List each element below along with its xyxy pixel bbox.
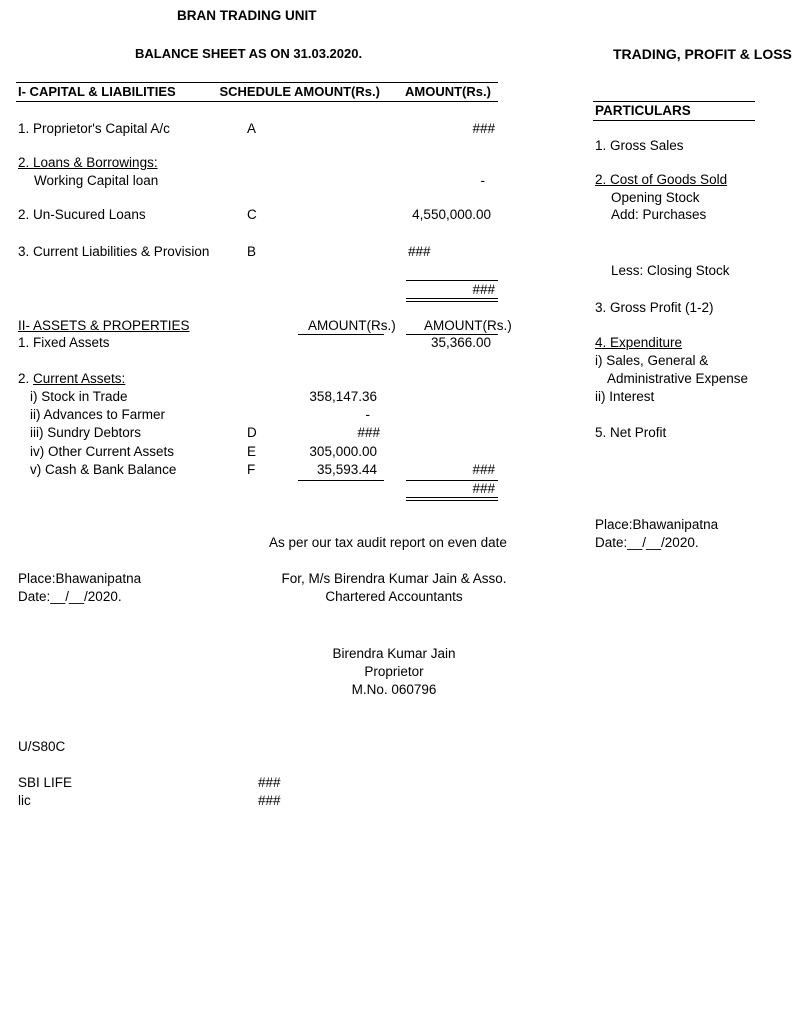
cogs-label: Cost of Goods Sold	[610, 172, 728, 187]
section-80c: U/S80C	[18, 739, 66, 754]
current-liabilities-schedule: B	[247, 244, 257, 259]
working-capital-label: Working Capital loan	[34, 173, 159, 188]
investment-label: SBI LIFE	[18, 775, 73, 790]
particulars-header: PARTICULARS	[595, 103, 691, 118]
investment-amount: ###	[258, 793, 281, 808]
purchases-label: Add: Purchases	[611, 207, 707, 222]
unsecured-loans-schedule: C	[247, 207, 257, 222]
signatory-name: Birendra Kumar Jain	[332, 646, 456, 661]
fixed-assets-label: 1. Fixed Assets	[18, 335, 110, 350]
opening-stock-label: Opening Stock	[611, 190, 700, 205]
proprietor-capital-amount: ###	[472, 121, 495, 136]
expenditure-heading	[595, 335, 682, 351]
header-rule-bottom	[16, 101, 498, 102]
proprietor-capital-label: 1. Proprietor's Capital A/c	[18, 121, 170, 136]
gross-sales-label: 1. Gross Sales	[595, 138, 684, 153]
gross-profit-label: 3. Gross Profit (1-2)	[595, 300, 714, 315]
liabilities-double-rule-2	[406, 301, 498, 302]
place-left: Place:Bhawanipatna	[18, 571, 142, 586]
amount-header-1: AMOUNT(Rs.)	[294, 84, 380, 99]
liabilities-double-rule-1	[406, 298, 498, 299]
assets-total: ###	[472, 481, 495, 496]
unit-title: BRAN TRADING UNIT	[177, 8, 317, 23]
current-liabilities-label: 3. Current Liabilities & Provision	[18, 244, 210, 259]
investment-label: lic	[18, 793, 31, 808]
investment-amount: ###	[258, 775, 281, 790]
sundry-debtors-schedule: D	[247, 425, 257, 440]
unsecured-loans-amount: 4,550,000.00	[412, 207, 491, 222]
cash-bank-schedule: F	[247, 462, 256, 477]
closing-stock-label: Less: Closing Stock	[611, 263, 730, 278]
sundry-debtors-label: iii) Sundry Debtors	[30, 425, 142, 440]
advances-amount: -	[365, 407, 370, 422]
net-profit-label: 5. Net Profit	[595, 425, 667, 440]
assets-double-rule-2	[406, 500, 498, 501]
other-current-assets-label: iv) Other Current Assets	[30, 444, 175, 459]
current-assets-subtotal: ###	[472, 462, 495, 477]
other-current-assets-amount: 305,000.00	[309, 444, 377, 459]
signatory-membership: M.No. 060796	[351, 682, 437, 697]
expenditure-number: 4.	[595, 335, 611, 350]
audit-note: As per our tax audit report on even date	[269, 535, 507, 550]
trading-pl-title: TRADING, PROFIT & LOSS	[613, 46, 792, 62]
assets-amount-rule-1	[298, 334, 384, 335]
amount-header-2: AMOUNT(Rs.)	[405, 84, 491, 99]
assets-double-rule-1	[406, 497, 498, 498]
particulars-rule-top	[593, 101, 755, 102]
admin-expense-label: Administrative Expense	[607, 371, 749, 386]
date-right: Date:__/__/2020.	[595, 535, 699, 550]
cogs-number: 2.	[595, 172, 611, 187]
place-right: Place:Bhawanipatna	[595, 517, 719, 532]
expenditure-label: Expenditure	[610, 335, 683, 350]
interest-label: ii) Interest	[595, 389, 655, 404]
particulars-rule-bottom	[593, 120, 755, 121]
firm-name: For, M/s Birendra Kumar Jain & Asso.	[281, 571, 507, 586]
balance-sheet-title: BALANCE SHEET AS ON 31.03.2020.	[135, 46, 363, 61]
other-current-assets-schedule: E	[247, 444, 257, 459]
fixed-assets-amount: 35,366.00	[430, 335, 491, 350]
capital-liabilities-header: I- CAPITAL & LIABILITIES	[18, 84, 176, 99]
assets-amount-header-1: AMOUNT(Rs.)	[308, 318, 396, 333]
stock-in-trade-amount: 358,147.36	[309, 389, 377, 404]
schedule-header: SCHEDULE	[219, 84, 291, 99]
assets-amount-header-2: AMOUNT(Rs.)	[424, 318, 512, 333]
cash-bank-amount: 35,593.44	[316, 462, 377, 477]
unsecured-loans-label: 2. Un-Sucured Loans	[18, 207, 146, 222]
current-assets-label: Current Assets:	[33, 371, 126, 386]
current-assets-rule	[298, 480, 384, 481]
proprietor-capital-schedule: A	[247, 121, 257, 136]
sundry-debtors-amount: ###	[357, 425, 380, 440]
working-capital-amount: -	[480, 173, 485, 188]
firm-subtitle: Chartered Accountants	[325, 589, 463, 604]
liabilities-total: ###	[472, 282, 495, 297]
liabilities-total-rule	[406, 280, 498, 281]
advances-label: ii) Advances to Farmer	[30, 407, 166, 422]
loans-heading: 2. Loans & Borrowings:	[18, 155, 158, 170]
cash-bank-label: v) Cash & Bank Balance	[30, 462, 177, 477]
current-assets-heading	[18, 371, 125, 387]
current-liabilities-amount: ###	[408, 244, 431, 259]
current-assets-number: 2.	[18, 371, 34, 386]
date-left: Date:__/__/2020.	[18, 589, 122, 604]
cogs-heading	[595, 172, 727, 188]
signatory-title: Proprietor	[364, 664, 424, 679]
sales-general-label: i) Sales, General &	[595, 353, 709, 368]
assets-heading: II- ASSETS & PROPERTIES	[18, 318, 190, 333]
header-rule-top	[16, 82, 498, 83]
stock-in-trade-label: i) Stock in Trade	[30, 389, 128, 404]
